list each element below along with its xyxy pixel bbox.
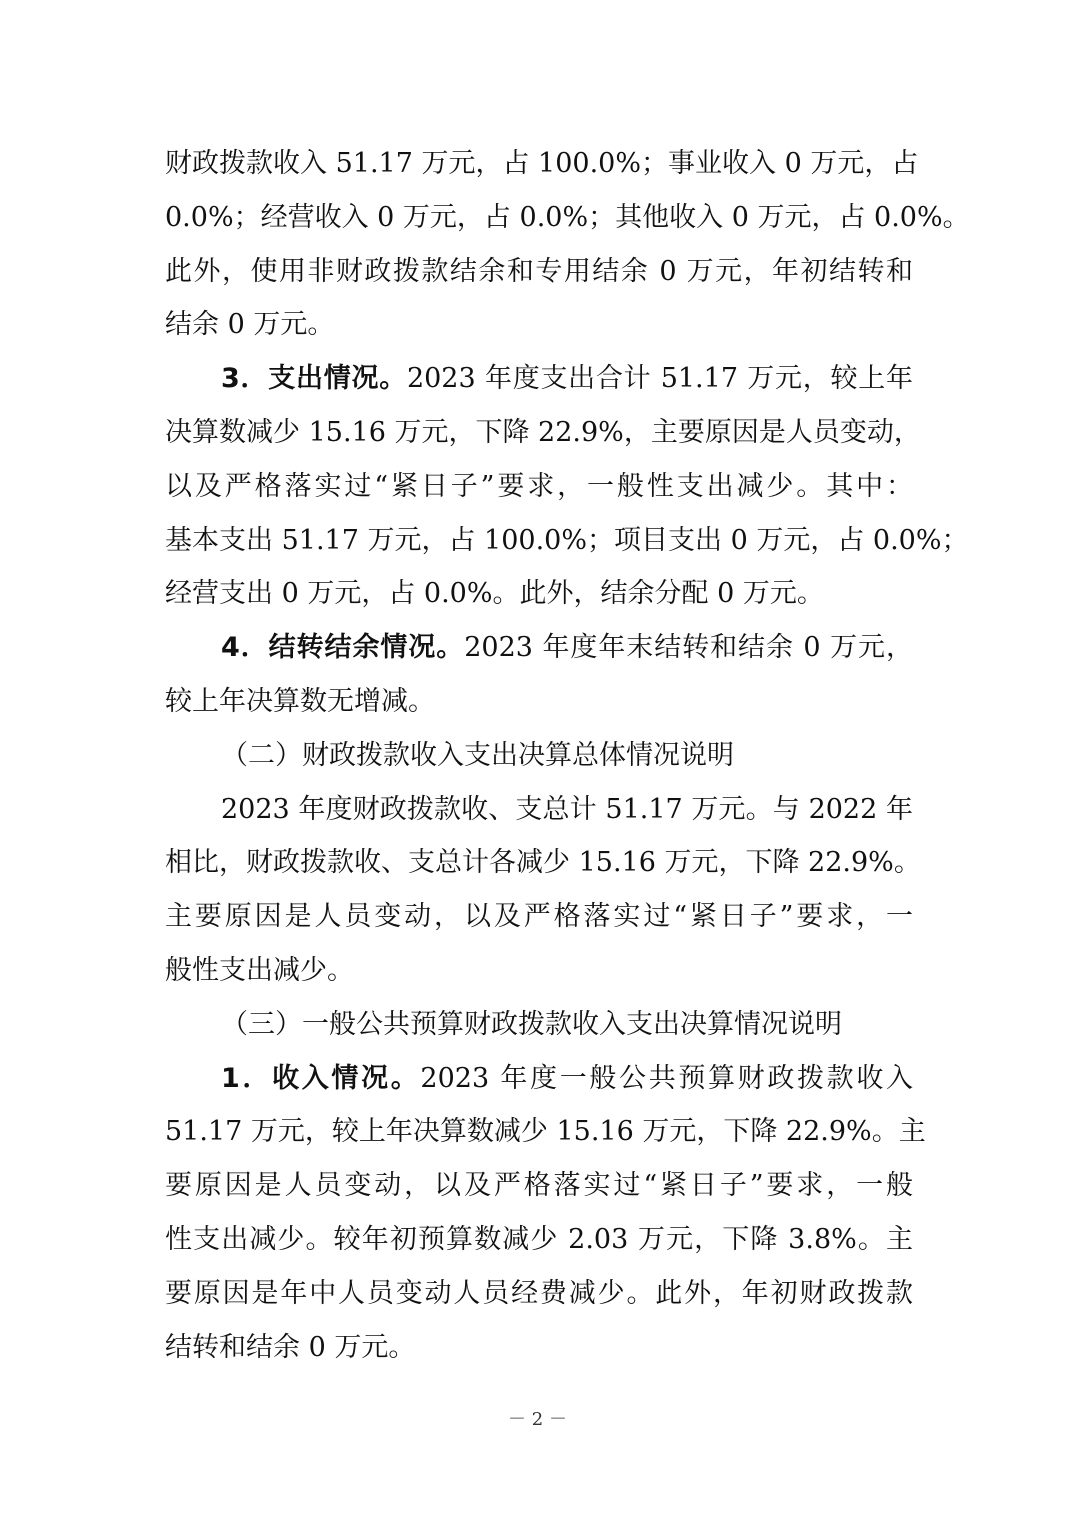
text-line: 主要原因是人员变动，以及严格落实过“紧日子”要求，一 (165, 901, 913, 933)
text-line: 决算数减少 15.16 万元，下降 22.9%，主要原因是人员变动， (165, 416, 921, 448)
text-line: 0.0%；经营收入 0 万元，占 0.0%；其他收入 0 万元，占 0.0%。 (165, 201, 970, 233)
text-span: 2023 年度一般公共预算财政拨款收入 (420, 1062, 913, 1094)
text-line: 较上年决算数无增减。 (165, 685, 435, 717)
paragraph-lead: 4．结转结余情况。 (221, 632, 465, 664)
text-line: 要原因是年中人员变动人员经费减少。此外，年初财政拨款 (165, 1277, 913, 1309)
page-number: － 2 － (508, 1409, 567, 1430)
text-line: 性支出减少。较年初预算数减少 2.03 万元，下降 3.8%。主 (165, 1223, 913, 1255)
document-body (165, 137, 970, 1374)
text-line (165, 1052, 913, 1106)
text-line (165, 352, 913, 406)
text-line (165, 621, 913, 675)
text-line: 基本支出 51.17 万元，占 100.0%；项目支出 0 万元，占 0.0%； (165, 524, 969, 556)
text-line: 2023 年度财政拨款收、支总计 51.17 万元。与 2022 年 (221, 793, 913, 825)
text-line: 般性支出减少。 (165, 954, 354, 986)
text-line: 以及严格落实过“紧日子”要求，一般性支出减少。其中： (165, 470, 913, 502)
text-span: 2023 年度年末结转和结余 0 万元， (464, 632, 913, 664)
text-line: 51.17 万元，较上年决算数减少 15.16 万元，下降 22.9%。主 (165, 1116, 926, 1148)
paragraph-lead: 1．收入情况。 (221, 1062, 421, 1094)
section-heading: （三）一般公共预算财政拨款收入支出决算情况说明 (221, 1008, 842, 1040)
text-line: 结余 0 万元。 (165, 309, 335, 341)
text-line: 经营支出 0 万元，占 0.0%。此外，结余分配 0 万元。 (165, 578, 824, 610)
section-heading: （二）财政拨款收入支出决算总体情况说明 (221, 739, 734, 771)
paragraph-lead: 3．支出情况。 (221, 363, 407, 395)
text-line: 要原因是人员变动，以及严格落实过“紧日子”要求，一般 (165, 1170, 913, 1202)
text-line: 此外，使用非财政拨款结余和专用结余 0 万元，年初结转和 (165, 255, 913, 287)
text-line: 结转和结余 0 万元。 (165, 1331, 416, 1363)
text-line: 财政拨款收入 51.17 万元，占 100.0%；事业收入 0 万元，占 (165, 148, 919, 179)
text-line: 相比，财政拨款收、支总计各减少 15.16 万元，下降 22.9%。 (165, 847, 921, 879)
text-span: 2023 年度支出合计 51.17 万元，较上年 (406, 363, 913, 395)
